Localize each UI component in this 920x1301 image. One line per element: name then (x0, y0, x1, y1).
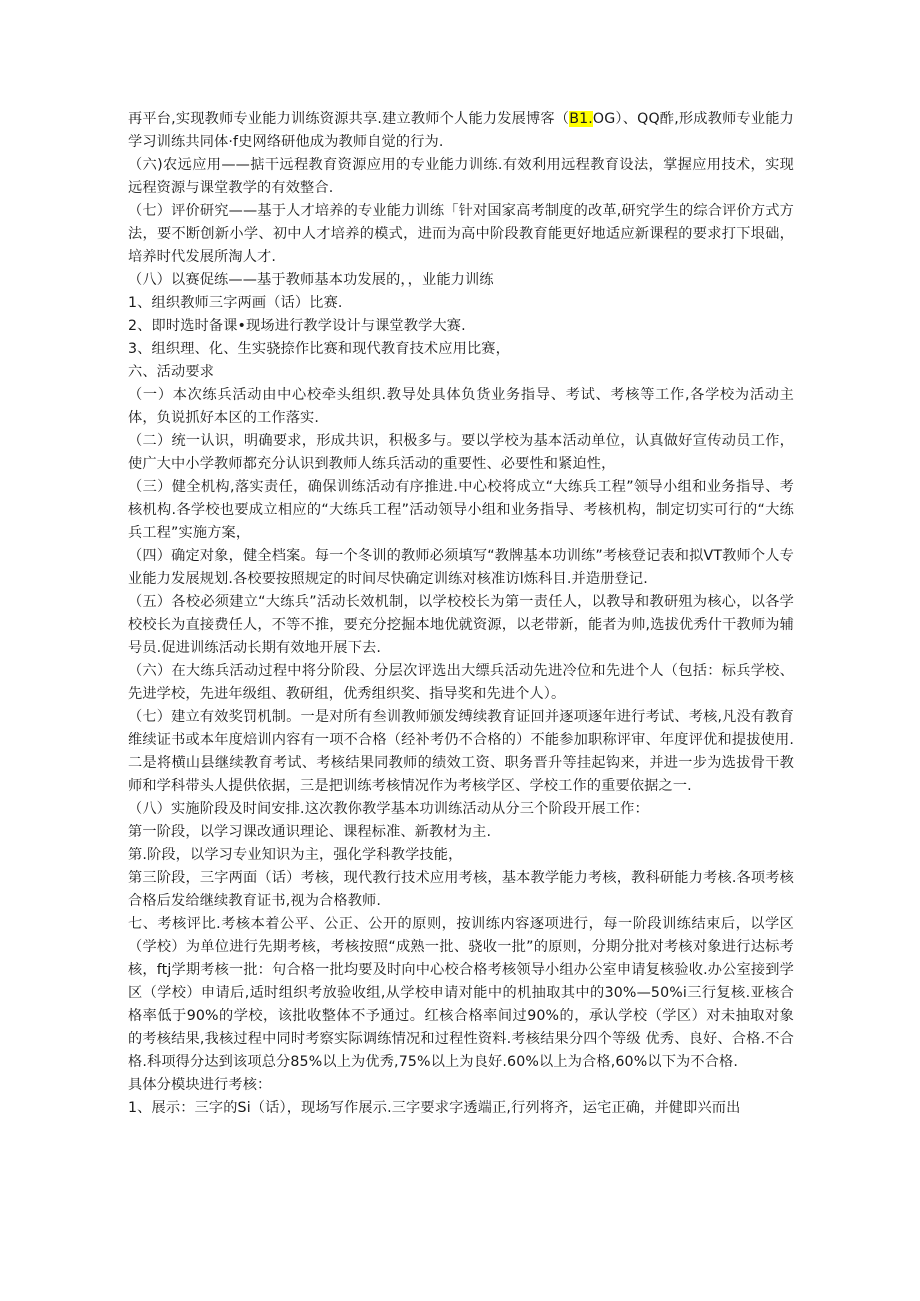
paragraph-14: （七）建立有效奖罚机制。一是对所有叁训教师颁发缚续教育证回并逐项逐年进行考试、考核,凡没有教育维续证书或本年度焙训内容有一项不合格（经补考仍不合格的）不能参加职称评审、年度评优和提拔使用.二是将横山县继续教育考试、考核结果同教师的绩效工资、职务晋升等挂起钩来，并进一步为选拔骨干教师和学科带头人提供依据，三是把训练考核情况作为考核学区、学校工作的重要依据之一. (128, 709, 794, 794)
highlighted-text: B1. (569, 111, 593, 127)
paragraph-10: （三）健全机构,落实责任，确保训练活动有序推进.中心校将成立“大练兵工程”领导小组和业务指导、考核机构.各学校也要成立相应的“大练兵工程”活动领导小组和业务指导、考核机构，制定切实可行的“大练兵工程”实施方案， (128, 479, 794, 541)
paragraph-12: （五）各校必须建立“大练兵”活动长效机制，以学校校长为第一责任人，以教导和教研殂为核心，以各学校校长为直接费任人，不等不推，要充分挖掘本地优就资源，以老带新，能者为帅,选拔优秀什干教师为辅号员.促进训练活动长期有效地开展下去. (128, 594, 794, 656)
paragraph-0 (128, 108, 794, 154)
paragraph-15: （八）实施阶段及时间安排.这次教你教学基本功训练活动从分三个阶段开展工作： (128, 801, 649, 817)
paragraph-18: 第三阶段，三字两面（话）考核，现代教行技术应用考核，基本教学能力考核，教科研能力考核.各项考核合格后发给继续教育证书,视为合格教师. (128, 870, 794, 909)
paragraph-1: （六)农远应用——掂干远程教育资源应用的专业能力训练.有效利用远程教育设法，掌握应用技术，实现远程资源与课堂教学的有效整合. (128, 157, 794, 196)
paragraph-5: 2、即时选时备课•现场进行教学设计与课堂教学大赛. (128, 318, 466, 334)
paragraph-3: （八）以赛促练——基于教师基本功发展的，，业能力训练 (128, 272, 494, 288)
section-heading-activity-requirements: 六、活动要求 (128, 364, 215, 380)
document-page (128, 108, 794, 1120)
paragraph-20: 具体分模块进行考核： (128, 1077, 272, 1093)
paragraph-11: （四）确定对象，健全档案。每一个冬训的教师必须填写“教牌基本功训练”考核登记表和拟VT教师个人专业能力发展规划.各校要按照规定的时间尽快确定训练对核准访l炼科目.并造册登记. (128, 548, 794, 587)
paragraph-21: 1、展示：三字的Si（话），现场写作展示.三字要求字透端正,行列将齐，运宅正确，并健即兴而出 (128, 1100, 741, 1116)
paragraph-2: （七）评价研究——基于人才培养的专业能力训练「针对国家高考制度的改革,研究学生的综合评价方式方法，要不断创新小学、初中人才培养的模式，进而为高中阶段教育能更好地适应新课程的要求打下垠础，培养时代发展所淘人才. (128, 203, 794, 265)
paragraph-9: （二）统一认识，明确要求，形成共识，积极多与。要以学校为基本活动单位，认真做好宣传动员工作，使广大中小学教师都充分认识到教师人练兵活动的重要性、必要性和紧迫性， (128, 433, 794, 472)
paragraph-0-after: OG）、QQ酢,形成教师专业能力学习训练共同体·f史网络研他成为教师自觉的行为. (128, 111, 794, 150)
paragraph-0-before: 再平台,实现教师专业能力训练资源共享.建立教师个人能力发展博客（ (128, 111, 570, 127)
paragraph-13: （六）在大练兵活动过程中将分阶段、分层次评选出大缥兵活动先进冷位和先进个人（包括：标兵学校、先进学校，先进年级组、教研组，优秀组织奖、指导奖和先进个人）。 (128, 663, 794, 702)
paragraph-4: 1、组织教师三字两画（话）比赛. (128, 295, 343, 311)
paragraph-17: 第.阶段，以学习专业知识为主，强化学科教学技能， (128, 847, 463, 863)
paragraph-16: 第一阶段，以学习课改通识理论、课程标准、新教材为主. (128, 824, 492, 840)
paragraph-6: 3、组织理、化、生实骁捺作比赛和现代教育技术应用比赛， (128, 341, 510, 357)
section-heading-assessment: 七、考核评比.考核本着公平、公正、公开的原则，按训练内容逐项进行，每一阶段训练结束后，以学区（学校）为单位进行先期考核，考核按照“成熟一批、骁收一批”的原则，分期分批对考核对象进行达标考核，ftj学期考核一批：句合格一批均要及时向中心校合格考核领导小组办公室申请复核验收.办公室接到学区（学校）申请后,适时组织考放验收组,从学校申请对能中的机抽取其中的30%—50%i三行复核.亚核合格率低于90%的学校，该批收整体不予通过。红核合格率间过90%的，承认学校（学区）对未抽取对象的考核结果,我核过程中同时考察实际调练情况和过程性资料.考核结果分四个等级 优秀、良好、合格.不合格.科项得分达到该项总分85%以上为优秀,75%以上为良好.60%以上为合格,60%以下为不合格. (128, 916, 794, 1070)
paragraph-8: （一）本次练兵活动由中心校牵头组织.教导处具体负货业务指导、考试、考核等工作,各学校为活动主体，负说抓好本区的工作落实. (128, 387, 794, 426)
